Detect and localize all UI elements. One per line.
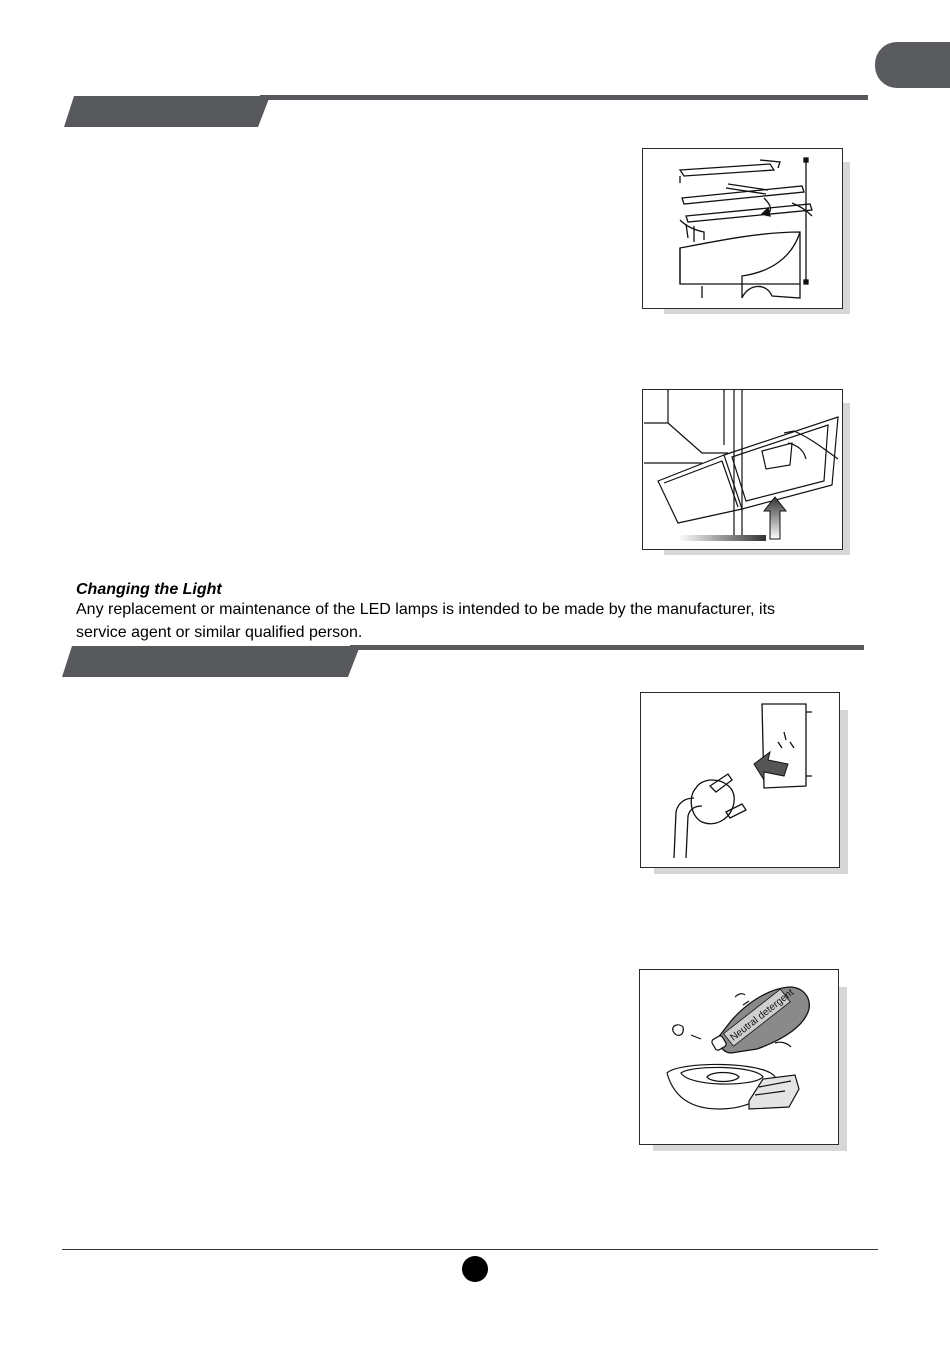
- detergent-label: Neutral detergent: [728, 987, 797, 1044]
- light-section-line-1: Any replacement or maintenance of the LED lamps is intended to be made by the manufacturer, its: [76, 601, 776, 618]
- light-section-title: Changing the Light: [76, 581, 222, 598]
- crisper-cover-icon: [642, 389, 852, 557]
- section-header-1: [60, 92, 872, 130]
- page-number-marker: [462, 1256, 488, 1282]
- crisper-cover-illustration: [642, 389, 852, 557]
- light-section-text: [76, 598, 856, 644]
- detergent-icon: [639, 969, 849, 1153]
- unplug-illustration: [640, 692, 850, 876]
- unplug-icon: [640, 692, 850, 876]
- shelf-removal-icon: [642, 148, 852, 316]
- light-section-line-2: service agent or similar qualified person.: [76, 624, 363, 641]
- detergent-illustration: [639, 969, 849, 1153]
- chapter-tab: [875, 42, 950, 88]
- section-header-2: [58, 642, 868, 680]
- footer-divider: [62, 1249, 878, 1250]
- shelf-removal-illustration: [642, 148, 852, 316]
